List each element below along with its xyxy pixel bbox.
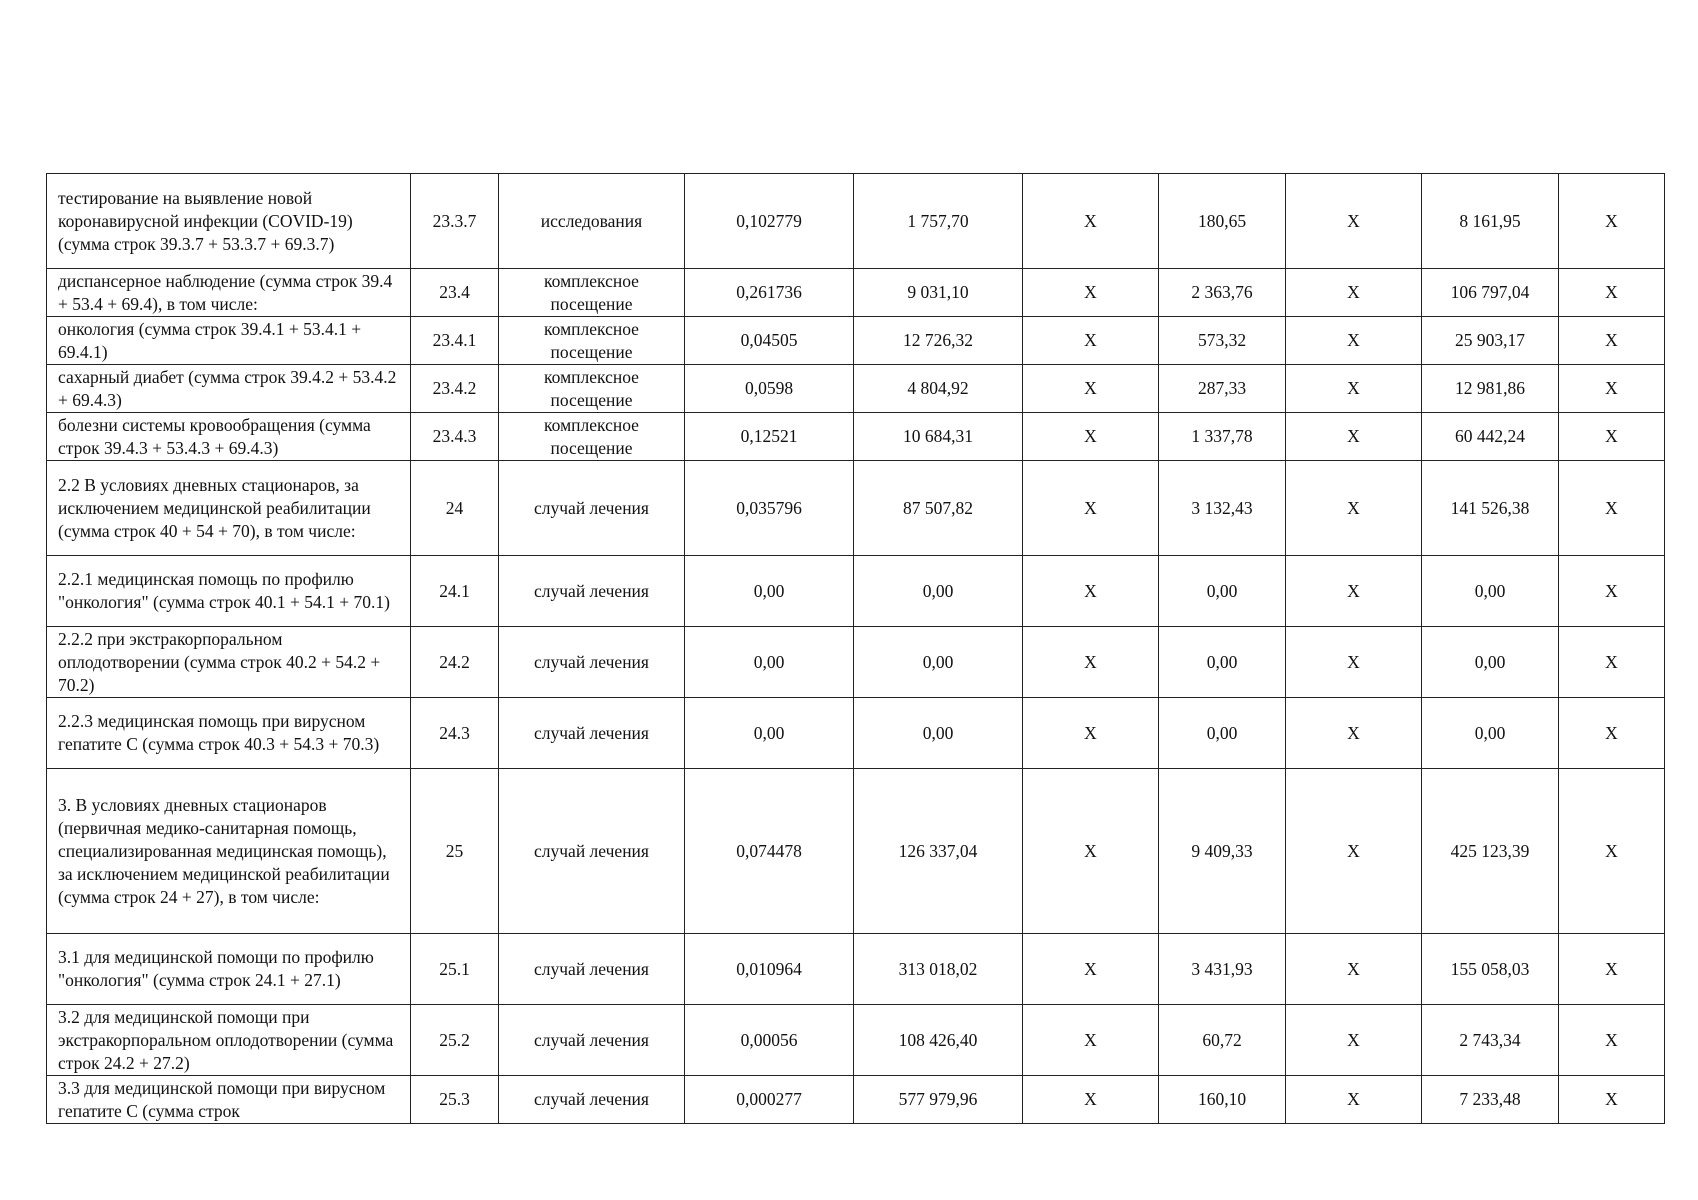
row-number-cell: 24.1 bbox=[411, 556, 499, 627]
row-number-cell: 23.4.2 bbox=[411, 365, 499, 413]
value-cell-7: X bbox=[1559, 769, 1665, 934]
value-cell-3: X bbox=[1023, 698, 1159, 769]
value-cell-1: 0,00056 bbox=[685, 1005, 854, 1076]
value-cell-7: X bbox=[1559, 1005, 1665, 1076]
unit-cell: случай лечения bbox=[499, 769, 685, 934]
value-cell-4: 1 337,78 bbox=[1159, 413, 1286, 461]
value-cell-2: 1 757,70 bbox=[854, 174, 1023, 269]
value-cell-1: 0,035796 bbox=[685, 461, 854, 556]
unit-cell: случай лечения bbox=[499, 698, 685, 769]
row-number-cell: 24.2 bbox=[411, 627, 499, 698]
row-name-cell: 3.3 для медицинской помощи при вирусном гепатите С (сумма строк bbox=[47, 1076, 411, 1124]
row-number-cell: 23.4.1 bbox=[411, 317, 499, 365]
value-cell-2: 10 684,31 bbox=[854, 413, 1023, 461]
value-cell-2: 87 507,82 bbox=[854, 461, 1023, 556]
value-cell-1: 0,074478 bbox=[685, 769, 854, 934]
value-cell-5: X bbox=[1286, 1076, 1422, 1124]
value-cell-5: X bbox=[1286, 934, 1422, 1005]
table-row bbox=[47, 1005, 1665, 1076]
table-body bbox=[47, 174, 1665, 1124]
unit-cell: исследования bbox=[499, 174, 685, 269]
value-cell-4: 0,00 bbox=[1159, 556, 1286, 627]
value-cell-2: 126 337,04 bbox=[854, 769, 1023, 934]
value-cell-5: X bbox=[1286, 627, 1422, 698]
table-row bbox=[47, 1076, 1665, 1124]
row-name-cell: болезни системы кровообращения (сумма строк 39.4.3 + 53.4.3 + 69.4.3) bbox=[47, 413, 411, 461]
row-number-cell: 23.4.3 bbox=[411, 413, 499, 461]
value-cell-5: X bbox=[1286, 698, 1422, 769]
row-number-cell: 24.3 bbox=[411, 698, 499, 769]
unit-cell: комплексное посещение bbox=[499, 317, 685, 365]
value-cell-6: 425 123,39 bbox=[1422, 769, 1559, 934]
value-cell-4: 3 132,43 bbox=[1159, 461, 1286, 556]
value-cell-1: 0,12521 bbox=[685, 413, 854, 461]
value-cell-5: X bbox=[1286, 174, 1422, 269]
value-cell-1: 0,000277 bbox=[685, 1076, 854, 1124]
table-row bbox=[47, 461, 1665, 556]
value-cell-3: X bbox=[1023, 1076, 1159, 1124]
row-name-cell: 2.2.1 медицинская помощь по профилю "онкология" (сумма строк 40.1 + 54.1 + 70.1) bbox=[47, 556, 411, 627]
value-cell-3: X bbox=[1023, 317, 1159, 365]
unit-cell: случай лечения bbox=[499, 1076, 685, 1124]
value-cell-6: 141 526,38 bbox=[1422, 461, 1559, 556]
value-cell-5: X bbox=[1286, 269, 1422, 317]
value-cell-7: X bbox=[1559, 317, 1665, 365]
value-cell-7: X bbox=[1559, 269, 1665, 317]
value-cell-7: X bbox=[1559, 934, 1665, 1005]
unit-cell: комплексное посещение bbox=[499, 413, 685, 461]
row-number-cell: 24 bbox=[411, 461, 499, 556]
value-cell-3: X bbox=[1023, 174, 1159, 269]
value-cell-3: X bbox=[1023, 556, 1159, 627]
row-name-cell: 3. В условиях дневных стационаров (первичная медико-санитарная помощь, специализированная медицинская помощь), за исключением медицинской реабилитации (сумма строк 24 + 27), в том числе: bbox=[47, 769, 411, 934]
value-cell-3: X bbox=[1023, 627, 1159, 698]
value-cell-5: X bbox=[1286, 769, 1422, 934]
value-cell-1: 0,0598 bbox=[685, 365, 854, 413]
value-cell-1: 0,010964 bbox=[685, 934, 854, 1005]
value-cell-4: 287,33 bbox=[1159, 365, 1286, 413]
unit-cell: случай лечения bbox=[499, 556, 685, 627]
table-row bbox=[47, 627, 1665, 698]
value-cell-2: 0,00 bbox=[854, 698, 1023, 769]
value-cell-2: 577 979,96 bbox=[854, 1076, 1023, 1124]
value-cell-6: 0,00 bbox=[1422, 627, 1559, 698]
value-cell-6: 2 743,34 bbox=[1422, 1005, 1559, 1076]
value-cell-4: 573,32 bbox=[1159, 317, 1286, 365]
row-number-cell: 25.1 bbox=[411, 934, 499, 1005]
row-name-cell: 3.2 для медицинской помощи при экстракорпоральном оплодотворении (сумма строк 24.2 + 27.2) bbox=[47, 1005, 411, 1076]
value-cell-1: 0,04505 bbox=[685, 317, 854, 365]
value-cell-4: 9 409,33 bbox=[1159, 769, 1286, 934]
table-row bbox=[47, 317, 1665, 365]
table-row bbox=[47, 365, 1665, 413]
value-cell-1: 0,00 bbox=[685, 556, 854, 627]
value-cell-7: X bbox=[1559, 556, 1665, 627]
row-name-cell: 2.2.3 медицинская помощь при вирусном гепатите С (сумма строк 40.3 + 54.3 + 70.3) bbox=[47, 698, 411, 769]
unit-cell: случай лечения bbox=[499, 627, 685, 698]
row-name-cell: тестирование на выявление новой коронавирусной инфекции (COVID-19) (сумма строк 39.3.7 + 53.3.7 + 69.3.7) bbox=[47, 174, 411, 269]
value-cell-3: X bbox=[1023, 413, 1159, 461]
table-row bbox=[47, 556, 1665, 627]
value-cell-4: 0,00 bbox=[1159, 627, 1286, 698]
row-number-cell: 25.2 bbox=[411, 1005, 499, 1076]
value-cell-6: 7 233,48 bbox=[1422, 1076, 1559, 1124]
value-cell-5: X bbox=[1286, 461, 1422, 556]
value-cell-1: 0,102779 bbox=[685, 174, 854, 269]
value-cell-6: 0,00 bbox=[1422, 556, 1559, 627]
value-cell-4: 0,00 bbox=[1159, 698, 1286, 769]
table-row bbox=[47, 174, 1665, 269]
value-cell-4: 2 363,76 bbox=[1159, 269, 1286, 317]
row-number-cell: 25.3 bbox=[411, 1076, 499, 1124]
value-cell-2: 9 031,10 bbox=[854, 269, 1023, 317]
value-cell-1: 0,261736 bbox=[685, 269, 854, 317]
value-cell-7: X bbox=[1559, 413, 1665, 461]
value-cell-4: 160,10 bbox=[1159, 1076, 1286, 1124]
row-number-cell: 23.3.7 bbox=[411, 174, 499, 269]
value-cell-4: 180,65 bbox=[1159, 174, 1286, 269]
value-cell-6: 12 981,86 bbox=[1422, 365, 1559, 413]
table-row bbox=[47, 698, 1665, 769]
value-cell-6: 25 903,17 bbox=[1422, 317, 1559, 365]
value-cell-6: 0,00 bbox=[1422, 698, 1559, 769]
value-cell-2: 108 426,40 bbox=[854, 1005, 1023, 1076]
value-cell-6: 106 797,04 bbox=[1422, 269, 1559, 317]
row-name-cell: 3.1 для медицинской помощи по профилю "онкология" (сумма строк 24.1 + 27.1) bbox=[47, 934, 411, 1005]
row-name-cell: сахарный диабет (сумма строк 39.4.2 + 53.4.2 + 69.4.3) bbox=[47, 365, 411, 413]
value-cell-6: 155 058,03 bbox=[1422, 934, 1559, 1005]
row-name-cell: онкология (сумма строк 39.4.1 + 53.4.1 + 69.4.1) bbox=[47, 317, 411, 365]
value-cell-2: 0,00 bbox=[854, 627, 1023, 698]
unit-cell: случай лечения bbox=[499, 1005, 685, 1076]
row-number-cell: 25 bbox=[411, 769, 499, 934]
value-cell-4: 60,72 bbox=[1159, 1005, 1286, 1076]
value-cell-3: X bbox=[1023, 769, 1159, 934]
value-cell-2: 4 804,92 bbox=[854, 365, 1023, 413]
value-cell-2: 313 018,02 bbox=[854, 934, 1023, 1005]
row-name-cell: диспансерное наблюдение (сумма строк 39.4 + 53.4 + 69.4), в том числе: bbox=[47, 269, 411, 317]
unit-cell: случай лечения bbox=[499, 934, 685, 1005]
value-cell-5: X bbox=[1286, 317, 1422, 365]
value-cell-7: X bbox=[1559, 627, 1665, 698]
row-name-cell: 2.2 В условиях дневных стационаров, за исключением медицинской реабилитации (сумма строк 40 + 54 + 70), в том числе: bbox=[47, 461, 411, 556]
value-cell-3: X bbox=[1023, 1005, 1159, 1076]
value-cell-7: X bbox=[1559, 461, 1665, 556]
table-row bbox=[47, 269, 1665, 317]
row-number-cell: 23.4 bbox=[411, 269, 499, 317]
value-cell-1: 0,00 bbox=[685, 627, 854, 698]
value-cell-7: X bbox=[1559, 365, 1665, 413]
value-cell-1: 0,00 bbox=[685, 698, 854, 769]
value-cell-7: X bbox=[1559, 1076, 1665, 1124]
value-cell-5: X bbox=[1286, 413, 1422, 461]
value-cell-7: X bbox=[1559, 698, 1665, 769]
value-cell-3: X bbox=[1023, 365, 1159, 413]
row-name-cell: 2.2.2 при экстракорпоральном оплодотворении (сумма строк 40.2 + 54.2 + 70.2) bbox=[47, 627, 411, 698]
value-cell-3: X bbox=[1023, 461, 1159, 556]
unit-cell: случай лечения bbox=[499, 461, 685, 556]
value-cell-2: 12 726,32 bbox=[854, 317, 1023, 365]
value-cell-5: X bbox=[1286, 556, 1422, 627]
table-row bbox=[47, 769, 1665, 934]
unit-cell: комплексное посещение bbox=[499, 269, 685, 317]
value-cell-5: X bbox=[1286, 1005, 1422, 1076]
data-table bbox=[46, 173, 1665, 1124]
unit-cell: комплексное посещение bbox=[499, 365, 685, 413]
value-cell-3: X bbox=[1023, 934, 1159, 1005]
value-cell-6: 8 161,95 bbox=[1422, 174, 1559, 269]
value-cell-7: X bbox=[1559, 174, 1665, 269]
table-row bbox=[47, 934, 1665, 1005]
value-cell-2: 0,00 bbox=[854, 556, 1023, 627]
table-row bbox=[47, 413, 1665, 461]
value-cell-5: X bbox=[1286, 365, 1422, 413]
value-cell-4: 3 431,93 bbox=[1159, 934, 1286, 1005]
value-cell-6: 60 442,24 bbox=[1422, 413, 1559, 461]
value-cell-3: X bbox=[1023, 269, 1159, 317]
